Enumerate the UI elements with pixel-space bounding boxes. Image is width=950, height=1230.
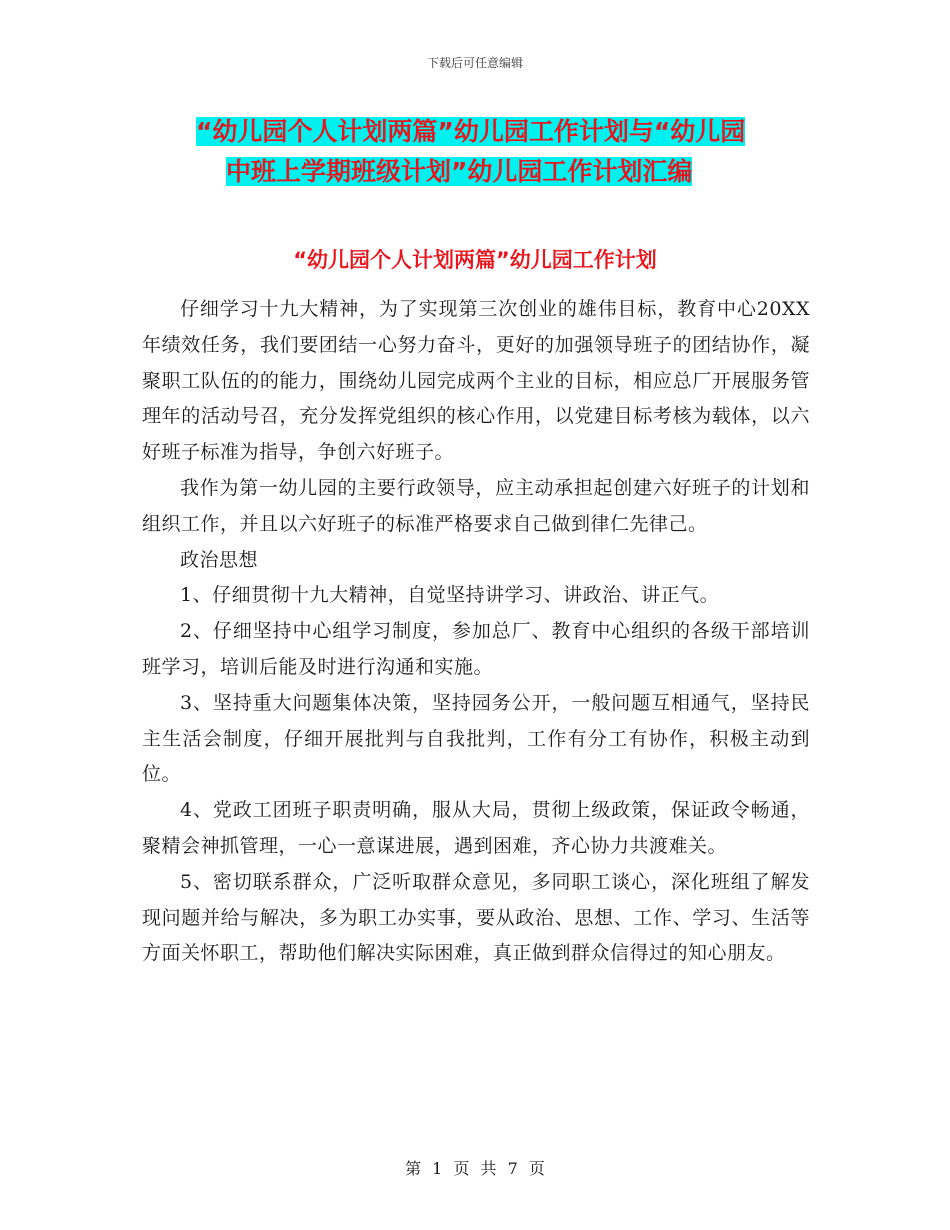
paragraph-intro: 仔细学习十九大精神，为了实现第三次创业的雄伟目标，教育中心20XX年绩效任务，我们要团结一心努力奋斗，更好的加强领导班子的团结协作，凝聚职工队伍的的能力，围绕幼儿园完成两个主业的目标，相应总厂开展服务管理年的活动号召，充分发挥党组织的核心作用，以党建目标考核为载体，以六好班子标准为指导，争创六好班子。 xyxy=(142,298,810,464)
title-line-2 xyxy=(150,152,810,192)
paragraph-role: 我作为第一幼儿园的主要行政领导，应主动承担起创建六好班子的计划和组织工作，并且以六好班子的标准严格要求自己做到律仁先律己。 xyxy=(142,476,810,535)
list-item-3: 3、坚持重大问题集体决策，坚持园务公开，一般问题互相通气，坚持民主生活会制度，仔细开展批判与自我批判，工作有分工有协作，积极主动到位。 xyxy=(142,691,810,786)
list-item-4: 4、党政工团班子职责明确，服从大局，贯彻上级政策，保证政令畅通，聚精会神抓管理，一心一意谋进展，遇到困难，齐心协力共渡难关。 xyxy=(142,799,810,857)
title-line-1 xyxy=(150,112,810,152)
page-footer: 第 1 页 共 7 页 xyxy=(405,1159,545,1178)
section-title: “幼儿园个人计划两篇”幼儿园工作计划 xyxy=(293,248,657,272)
document-title xyxy=(150,112,810,192)
title-line-1-text: “幼儿园个人计划两篇”幼儿园工作计划与“幼儿园 xyxy=(196,117,746,146)
header-note: 下载后可任意编辑 xyxy=(426,56,523,70)
list-item-2: 2、仔细坚持中心组学习制度，参加总厂、教育中心组织的各级干部培训班学习，培训后能及时进行沟通和实施。 xyxy=(142,620,810,678)
list-item-1: 1、仔细贯彻十九大精神，自觉坚持讲学习、讲政治、讲正气。 xyxy=(180,584,720,607)
document-body xyxy=(142,292,810,972)
list-item-5: 5、密切联系群众，广泛听取群众意见，多同职工谈心，深化班组了解发现问题并给与解决，多为职工办实事，要从政治、思想、工作、学习、生活等方面关怀职工，帮助他们解决实际困难，真正做到群众信得过的知心朋友。 xyxy=(142,870,810,965)
subheading-political-thought: 政治思想 xyxy=(180,548,259,571)
title-line-2-text: 中班上学期班级计划”幼儿园工作计划汇编 xyxy=(226,157,693,186)
